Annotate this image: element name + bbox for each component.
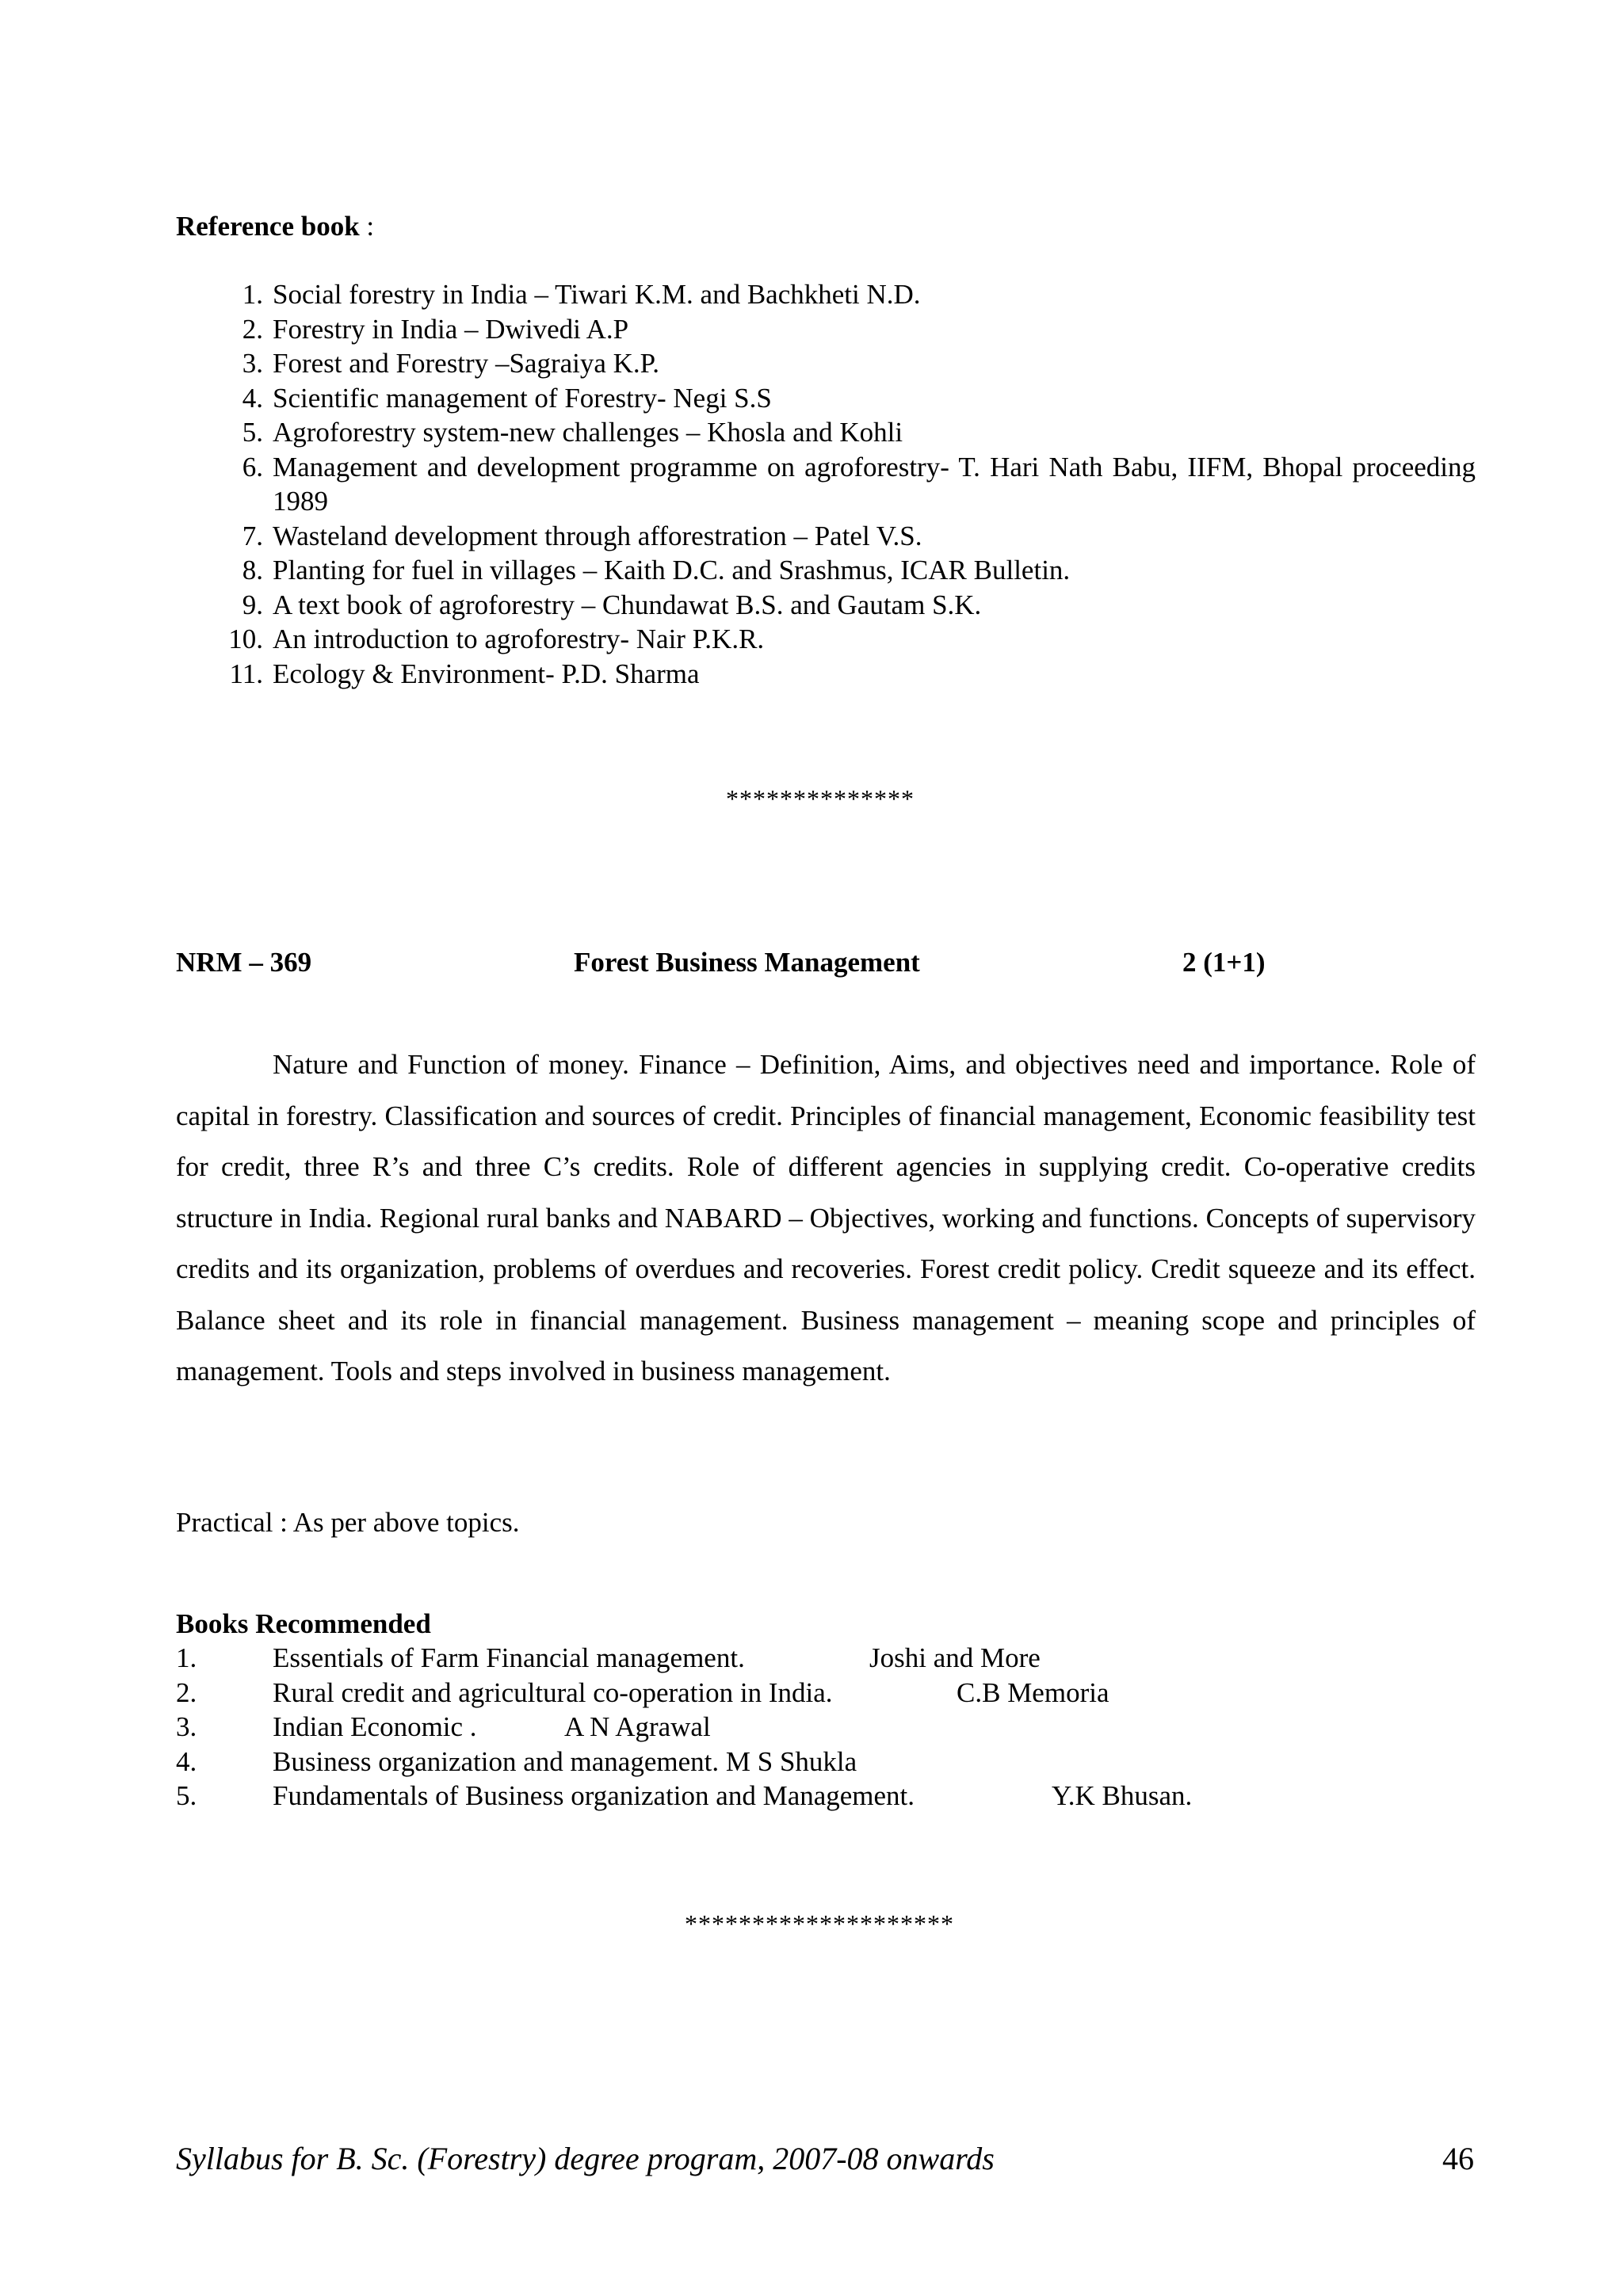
reference-item xyxy=(176,588,1476,623)
reference-item-text: Forest and Forestry –Sagraiya K.P. xyxy=(273,348,660,379)
reference-item xyxy=(176,346,1476,381)
reference-item-text: Forestry in India – Dwivedi A.P xyxy=(273,313,629,345)
reference-item xyxy=(176,415,1476,450)
reference-item-text: Planting for fuel in villages – Kaith D.C. and Srashmus, ICAR Bulletin. xyxy=(273,555,1071,585)
book-number: 5. xyxy=(176,1780,197,1811)
book-item xyxy=(176,1710,1476,1745)
course-description: Nature and Function of money. Finance – Definition, Aims, and objectives need and importance. Role of capital in forestry. Classification and sources of credit. Principles of financial management, Economic feasibility test for credit, three R’s and three C’s credits. Role of different agencies in supplying credit. Co-operative credits structure in India. Regional rural banks and NABARD – Objectives, working and functions. Concepts of supervisory credits and its organization, problems of overdues and recoveries. Forest credit policy. Credit squeeze and its effect. Balance sheet and its role in financial management. Business management – meaning scope and principles of management. Tools and steps involved in business management. xyxy=(176,1049,1476,1386)
page-number: 46 xyxy=(1442,2141,1474,2176)
book-title: Indian Economic . xyxy=(273,1711,477,1742)
reference-item-number: 6. xyxy=(242,451,263,482)
book-author: Y.K Bhusan. xyxy=(1052,1780,1193,1811)
reference-item-number: 10. xyxy=(228,624,263,654)
book-author: Joshi and More xyxy=(869,1642,1041,1673)
reference-item-number: 11. xyxy=(229,658,263,689)
books-recommended-list xyxy=(176,1641,1476,1814)
reference-heading-label: Reference book xyxy=(176,211,360,242)
section-separator: ******************** xyxy=(685,1909,954,1938)
reference-item-text: Social forestry in India – Tiwari K.M. and Bachkheti N.D. xyxy=(273,279,921,310)
reference-item xyxy=(176,381,1476,416)
reference-item xyxy=(176,519,1476,554)
book-item xyxy=(176,1676,1476,1711)
reference-list xyxy=(176,277,1476,691)
book-title: Fundamentals of Business organization and Management. xyxy=(273,1780,915,1811)
book-title: Essentials of Farm Financial management. xyxy=(273,1642,745,1673)
reference-item xyxy=(176,450,1476,519)
book-author: C.B Memoria xyxy=(957,1676,1109,1708)
book-item xyxy=(176,1779,1476,1814)
reference-item xyxy=(176,312,1476,347)
reference-item-number: 3. xyxy=(242,348,263,379)
reference-item-number: 1. xyxy=(242,279,263,310)
book-number: 1. xyxy=(176,1642,197,1673)
reference-heading-suffix: : xyxy=(359,211,375,242)
reference-item-text: Wasteland development through afforestration – Patel V.S. xyxy=(273,520,922,551)
reference-item-number: 7. xyxy=(242,520,263,551)
reference-item xyxy=(176,553,1476,588)
reference-item-text: Agroforestry system-new challenges – Khosla and Kohli xyxy=(273,417,903,448)
reference-item xyxy=(176,622,1476,657)
reference-item xyxy=(176,277,1476,312)
course-code: NRM – 369 xyxy=(176,947,312,978)
book-item xyxy=(176,1745,1476,1779)
reference-item-text: Ecology & Environment- P.D. Sharma xyxy=(273,658,700,689)
reference-item-text: An introduction to agroforestry- Nair P.K.R. xyxy=(273,624,765,654)
book-item xyxy=(176,1641,1476,1676)
reference-item-text: A text book of agroforestry – Chundawat B.S. and Gautam S.K. xyxy=(273,589,982,620)
course-credits: 2 (1+1) xyxy=(1182,947,1266,978)
reference-item-number: 4. xyxy=(242,382,263,414)
reference-item-number: 8. xyxy=(242,555,263,585)
reference-item-number: 9. xyxy=(242,589,263,620)
footer-text: Syllabus for B. Sc. (Forestry) degree program, 2007-08 onwards xyxy=(176,2141,995,2176)
section-separator: ************** xyxy=(726,784,915,813)
course-title: Forest Business Management xyxy=(574,947,920,978)
book-title: Rural credit and agricultural co-operation in India. xyxy=(273,1676,833,1708)
reference-item xyxy=(176,657,1476,692)
books-recommended-heading: Books Recommended xyxy=(176,1608,431,1639)
course-practical: Practical : As per above topics. xyxy=(176,1507,520,1538)
book-title: Business organization and management. M S Shukla xyxy=(273,1745,857,1777)
reference-item-number: 2. xyxy=(242,313,263,345)
book-number: 4. xyxy=(176,1745,197,1777)
reference-item-text: Scientific management of Forestry- Negi S.S xyxy=(273,382,772,414)
reference-item-number: 5. xyxy=(242,417,263,448)
book-number: 2. xyxy=(176,1676,197,1708)
reference-heading xyxy=(176,209,374,244)
book-number: 3. xyxy=(176,1711,197,1742)
book-author: A N Agrawal xyxy=(564,1711,711,1742)
reference-item-text: Management and development programme on agroforestry- T. Hari Nath Babu, IIFM, Bhopal proceeding 1989 xyxy=(273,451,1476,517)
